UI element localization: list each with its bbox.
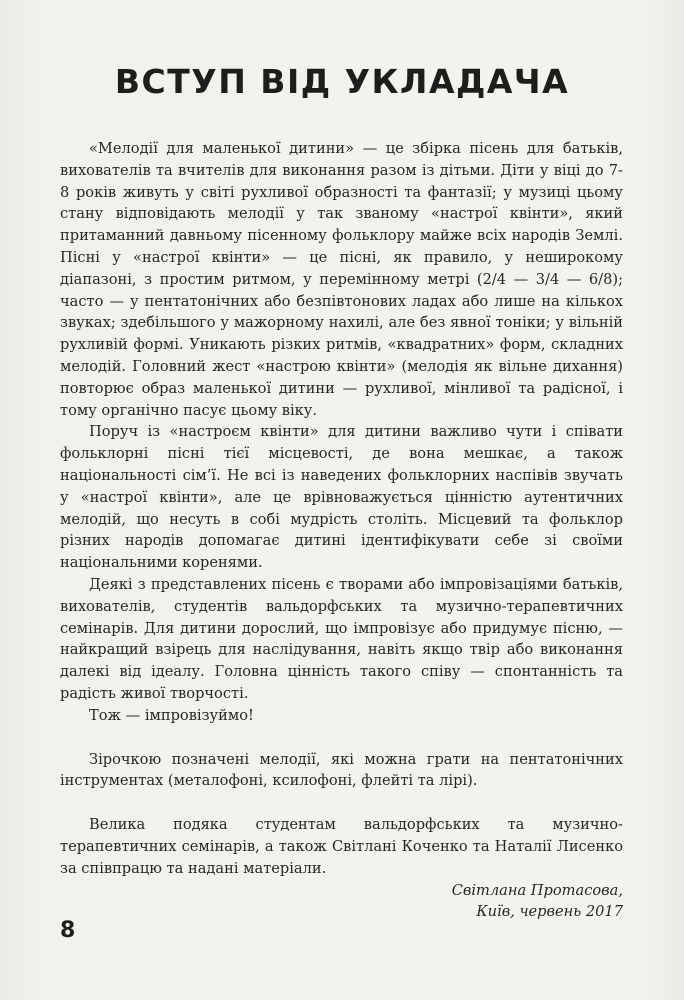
paragraph-thanks: Велика подяка студентам вальдорфських та музично-терапевтичних семінарів, а також Світлані Коченко та Наталії Лисенко за співпрацю та надані матеріали.: [60, 816, 623, 877]
spacer: [60, 792, 623, 814]
paragraph-note: Зірочкою позначені мелодії, які можна грати на пентатонічних інструментах (металофоні, ксилофоні, флейті та лірі).: [60, 750, 623, 790]
paragraph-intro: «Мелодії для маленької дитини» — це збірка пісень для батьків, вихователів та вчителів для виконання разом із дітьми. Діти у віці до 7-8 років живуть у світі рухливої образності та фантазії; у музиці цьому стану відповідають мелодії у так званому «настрої квінти», який притаманний давньому пісенному фольклору майже всіх народів Землі. Пісні у «настрої квінти» — це пісні, як правило, у неширокому діапазоні, з простим ритмом, у перемінному метрі (2/4 — 3/4 — 6/8); часто — у пентатонічних або безпівтонових ладах або лише на кількох звуках; здебільшого у мажорному нахилі, але без явної тоніки; у вільній рухливій формі. Уникають різких ритмів, «квадратних» форм, складних мелодій. Головний жест «настрою квінти» (мелодія як вільне дихання) повторює образ маленької дитини — рухливої, мінливої та радісної, і тому органічно пасує цьому віку.: [60, 140, 623, 419]
paragraph-improvisation: Деякі з представлених пісень є творами або імпровізаціями батьків, вихователів, студентів вальдорфських та музично-терапевтичних семінарів. Для дитини дорослий, що імпровізує або придумує пісню, — найкращий взірець для наслідування, навіть якщо твір або виконання далекі від ідеалу. Головна цінність такого співу — спонтанність та радість живої творчості.: [60, 575, 623, 702]
page-body: [60, 138, 623, 923]
signature-name: Світлана Протасова,: [451, 881, 623, 899]
paragraph-call: Тож — імпровізуймо!: [89, 706, 254, 724]
signature-place: Київ, червень 2017: [476, 903, 623, 921]
page-number: 8: [60, 918, 76, 943]
page-title: ВСТУП ВІД УКЛАДАЧА: [114, 62, 570, 101]
spacer: [60, 727, 623, 749]
paragraph-folklore: Поруч із «настроєм квінти» для дитини важливо чути і співати фольклорні пісні тієї місцевості, де вона мешкає, а також національності сім’ї. Не всі із наведених фольклорних наспівів звучать у «настрої квінти», але це врівноважується цінністю аутентичних мелодій, що несуть в собі мудрість століть. Місцевий та фольклор різних народів допомагає дитині ідентифікувати себе зі своїми національними коренями.: [60, 423, 623, 572]
